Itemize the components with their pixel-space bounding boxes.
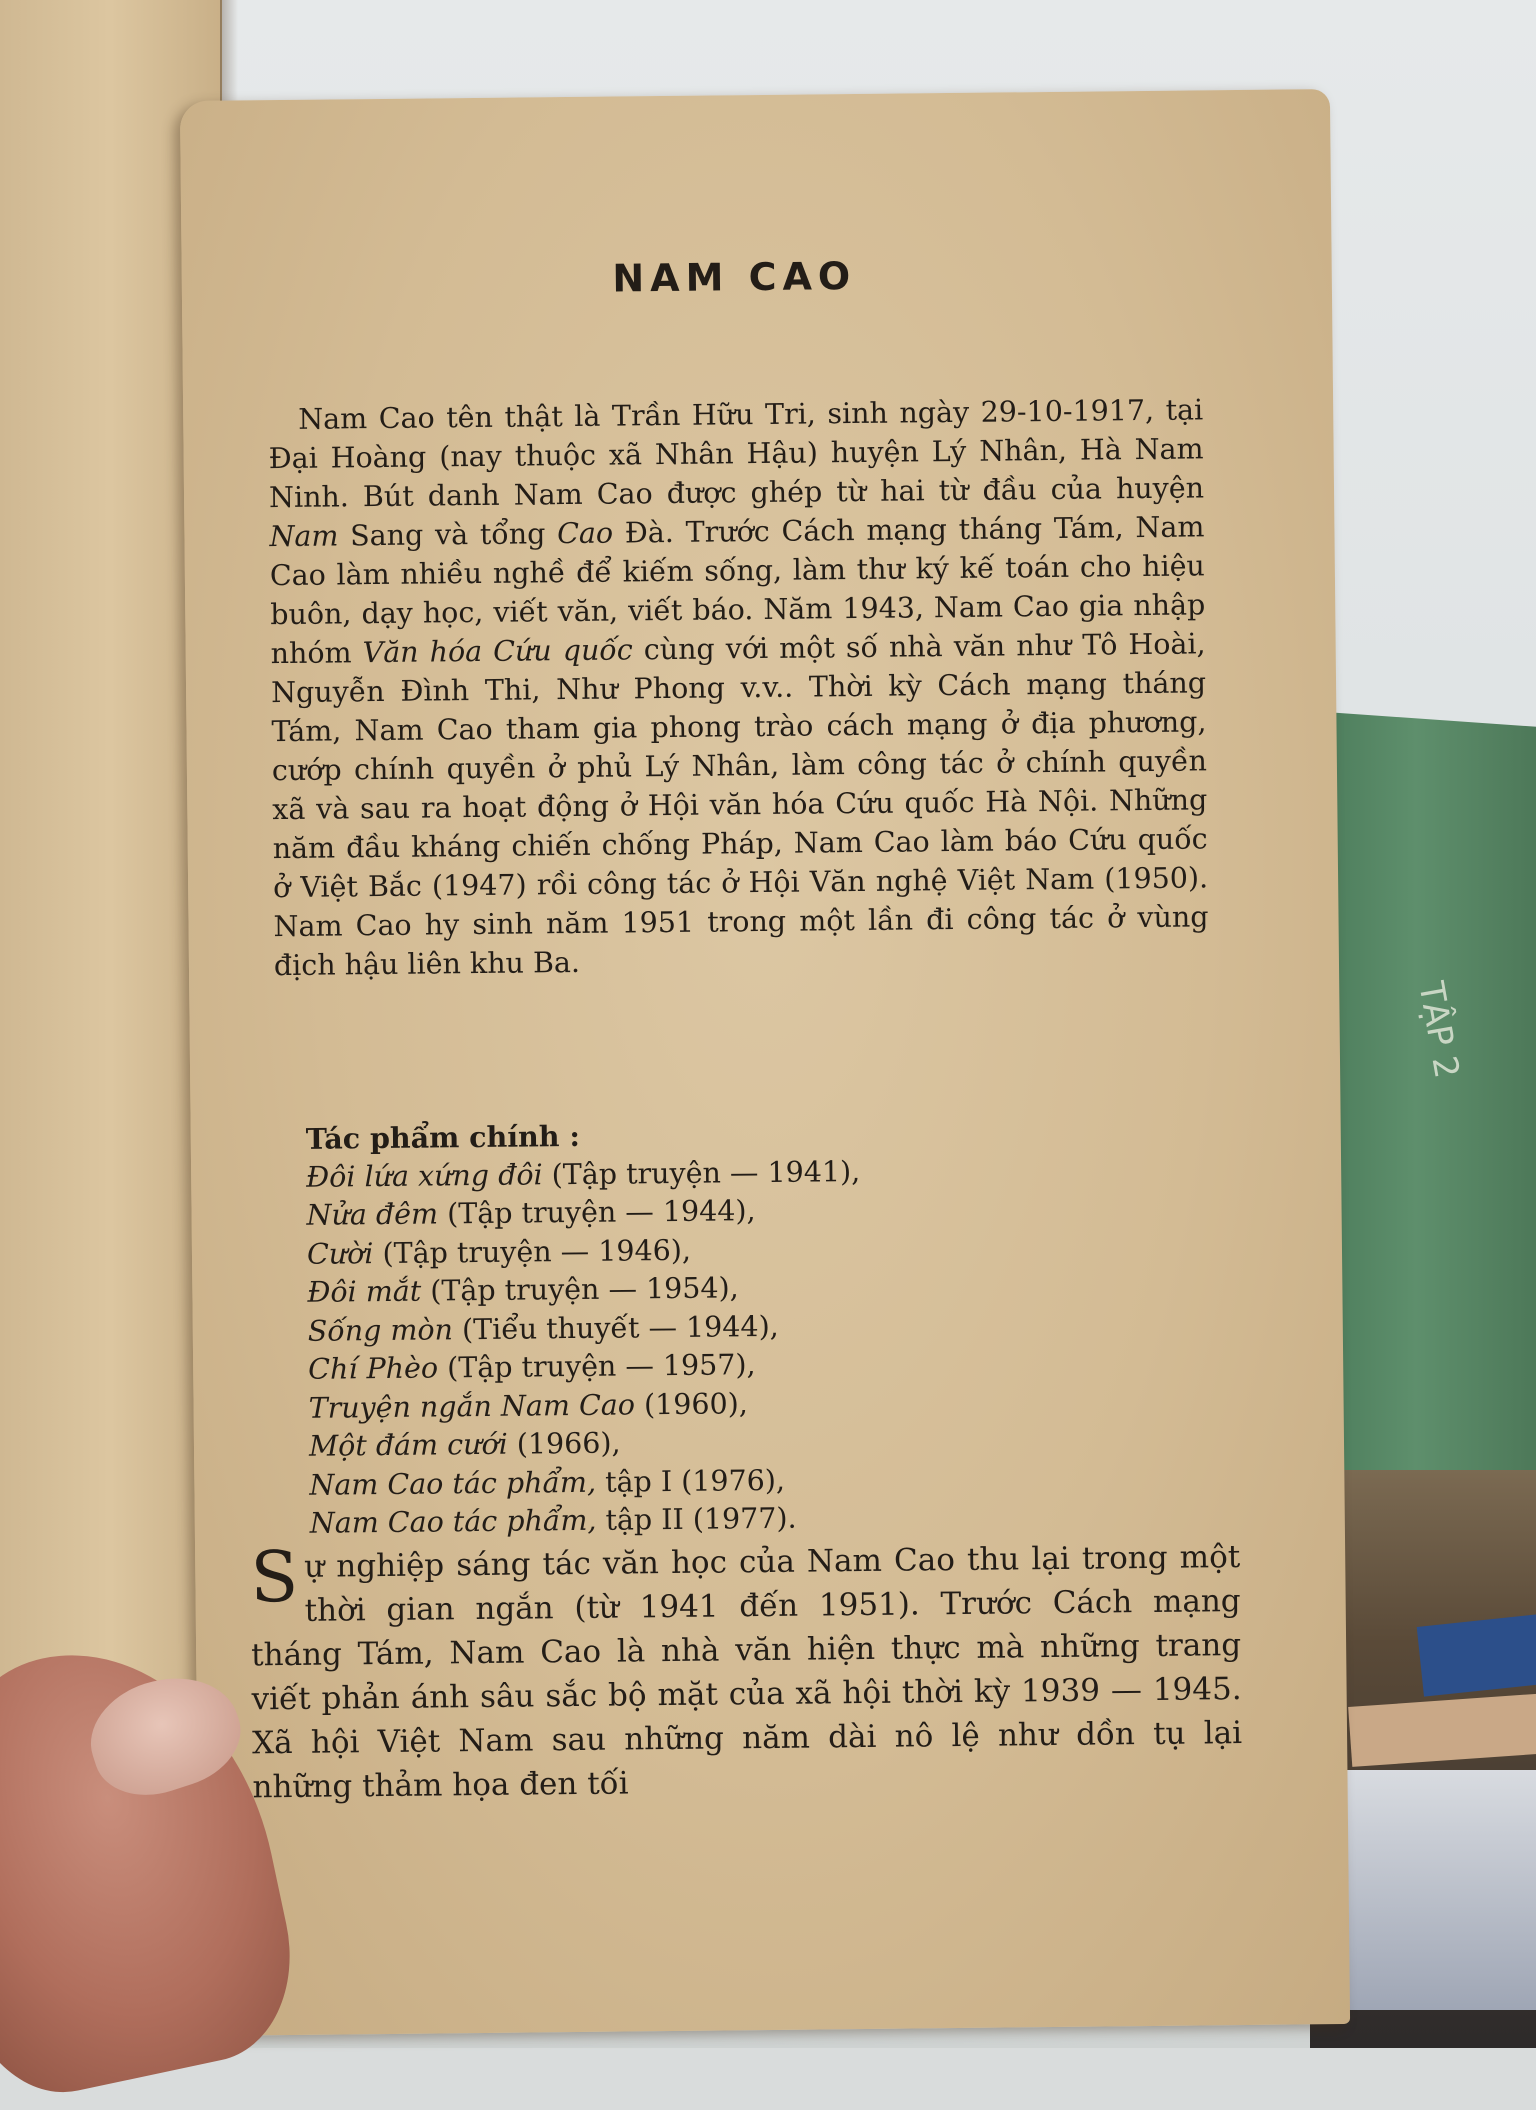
work-details: tập I (1976), xyxy=(595,1463,786,1499)
work-title: Truyện ngắn Nam Cao xyxy=(308,1387,636,1425)
work-details: (1960), xyxy=(634,1386,748,1421)
works-list xyxy=(306,1110,1210,1543)
background-stack xyxy=(1330,1770,1536,2010)
work-details: (Tiểu thuyết — 1944), xyxy=(452,1309,779,1346)
book-spine-text: TẬP 2 xyxy=(1410,978,1467,1082)
background-blue-book xyxy=(1417,1613,1536,1696)
bio-italic-segment: Văn hóa Cứu quốc xyxy=(362,633,633,670)
essay-paragraph xyxy=(250,1535,1243,1809)
bio-italic-segment: Cao xyxy=(556,516,614,551)
work-title: Sống mòn xyxy=(307,1312,454,1348)
work-title: Một đám cưới xyxy=(308,1427,508,1463)
bio-italic-segment: Nam xyxy=(269,519,339,554)
work-details: (Tập truyện — 1946), xyxy=(373,1233,692,1270)
work-details: (Tập truyện — 1954), xyxy=(421,1271,739,1308)
bio-segment: Đà. Trước Cách mạng tháng Tám, Nam Cao làm nhiều nghề để kiếm sống, làm thư ký kế toán cho hiệu buôn, dạy học, viết văn, viết báo. Năm 1943, Nam Cao gia nhập nhóm xyxy=(269,510,1206,671)
work-details: (1966), xyxy=(507,1426,621,1461)
work-details: tập II (1977). xyxy=(596,1501,797,1537)
background-tan-book xyxy=(1348,1693,1536,1767)
bio-segment: Nam Cao tên thật là Trần Hữu Tri, sinh ngày 29-10-1917, tại Đại Hoàng (nay thuộc xã Nhân Hậu) huyện Lý Nhân, Hà Nam Ninh. Bút danh Nam Cao được ghép từ hai từ đầu của huyện xyxy=(268,393,1205,515)
work-title: Đôi mắt xyxy=(307,1274,422,1309)
work-title: Nam Cao tác phẩm, xyxy=(309,1465,597,1502)
background-green-book xyxy=(1320,712,1536,1489)
page-title: NAM CAO xyxy=(612,254,857,301)
bio-segment: cùng với một số nhà văn như Tô Hoài, Nguyễn Đình Thi, Như Phong v.v.. Thời kỳ Cách mạng tháng Tám, Nam Cao tham gia phong trào cách mạng ở địa phương, cướp chính quyền ở phủ Lý Nhân, làm công tác ở chính quyền xã và sau ra hoạt động ở Hội văn hóa Cứu quốc Hà Nội. Những năm đầu kháng chiến chống Pháp, Nam Cao làm báo Cứu quốc ở Việt Bắc (1947) rồi công tác ở Hội Văn nghệ Việt Nam (1950). Nam Cao hy sinh năm 1951 trong một lần đi công tác ở vùng địch hậu liên khu Ba. xyxy=(270,627,1209,983)
book-page xyxy=(180,89,1350,2036)
work-details: (Tập truyện — 1941), xyxy=(542,1154,861,1191)
work-title: Chí Phèo xyxy=(308,1351,439,1386)
work-title: Cười xyxy=(306,1236,374,1271)
work-details: (Tập truyện — 1957), xyxy=(437,1348,756,1385)
drop-cap: S xyxy=(249,1535,299,1619)
essay-text: ự nghiệp sáng tác văn học của Nam Cao thu lại trong một thời gian ngắn (từ 1941 đến 1951). Trước Cách mạng tháng Tám, Nam Cao là nhà văn hiện thực mà những trang viết phản ánh sâu sắc bộ mặt của xã hội thời kỳ 1939 — 1945. Xã hội Việt Nam sau những năm dài nô lệ như dồn tụ lại những thảm họa đen tối xyxy=(250,1539,1243,1806)
works-heading: Tác phẩm chính : xyxy=(305,1118,581,1156)
work-details: (Tập truyện — 1944), xyxy=(437,1194,756,1231)
author-biography xyxy=(268,390,1209,985)
bio-segment: Sang và tổng xyxy=(338,517,558,553)
work-title: Nam Cao tác phẩm, xyxy=(309,1503,597,1540)
work-title: Nửa đêm xyxy=(306,1197,439,1232)
work-title: Đôi lứa xứng đôi xyxy=(305,1157,543,1194)
